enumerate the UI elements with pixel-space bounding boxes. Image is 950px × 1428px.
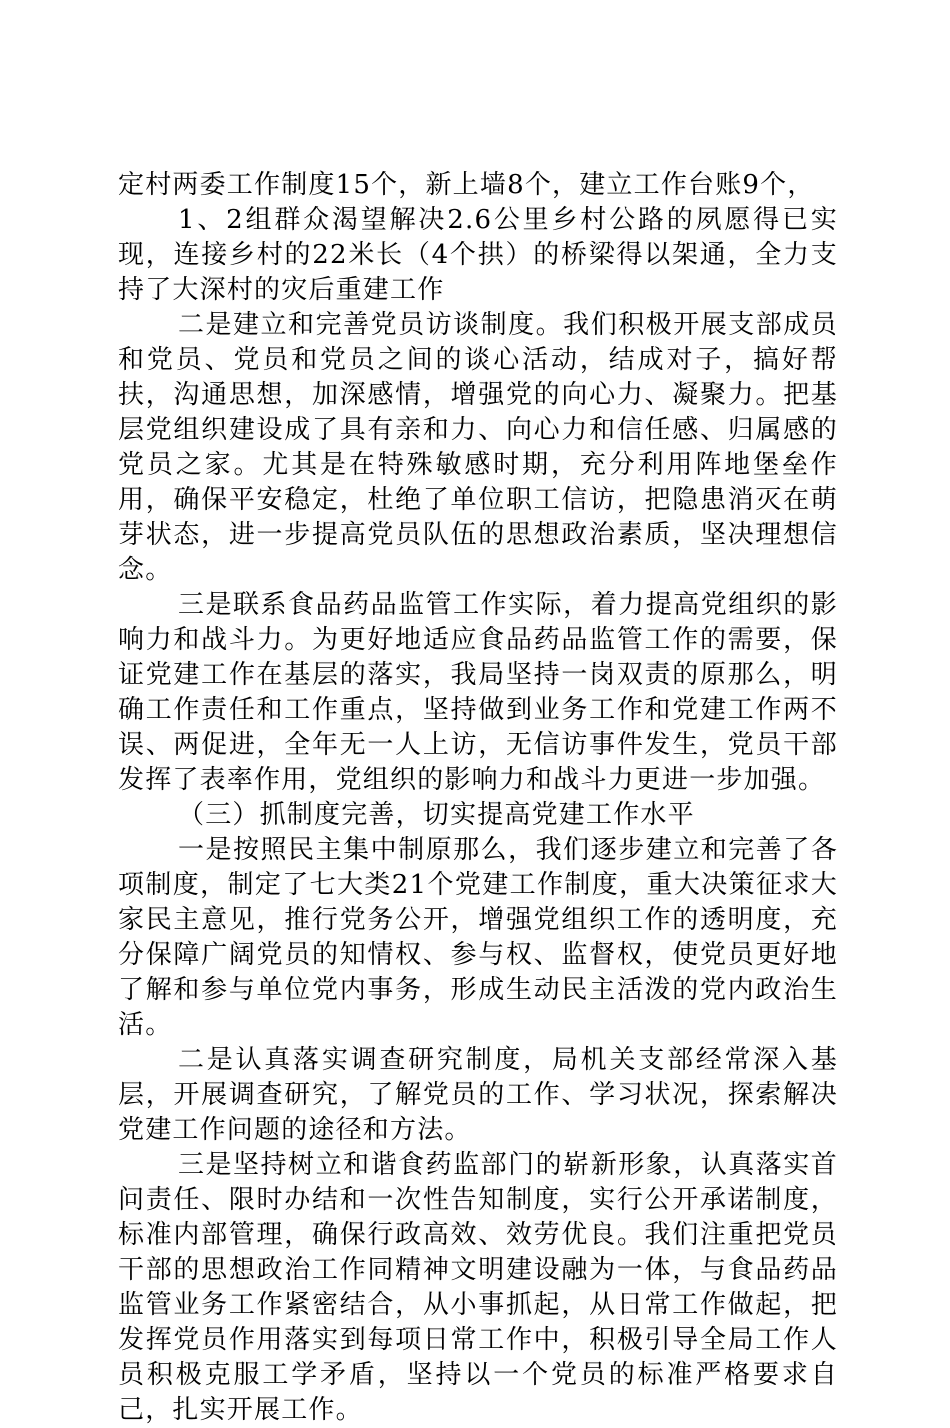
section-heading: （三）抓制度完善，切实提高党建工作水平 (178, 800, 695, 830)
paragraph-new-image: 三是坚持树立和谐食药监部门的崭新形象，认真落实首问责任、限时办结和一次性告知制度，实行公开承诺制度，标准内部管理，确保行政高效、效劳优良。我们注重把党员干部的思想政治工作同精神文明建设融为一体，与食品药品监管业务工作紧密结合，从小事抓起，从日常工作做起，把发挥党员作用落实到每项日常工作中，积极引导全局工作人员积极克服工学矛盾，坚持以一个党员的标准严格要求自己，扎实开展工作。 (118, 1150, 838, 1425)
paragraph-road-bridge: 1、2组群众渴望解决2.6公里乡村公路的夙愿得已实现，连接乡村的22米长（4个拱）的桥梁得以架通，全力支持了大深村的灾后重建工作 (118, 205, 838, 305)
paragraph-member-interview: 二是建立和完善党员访谈制度。我们积极开展支部成员和党员、党员和党员之间的谈心活动，结成对子，搞好帮扶，沟通思想，加深感情，增强党的向心力、凝聚力。把基层党组织建设成了具有亲和力、向心力和信任感、归属感的党员之家。尤其是在特殊敏感时期，充分利用阵地堡垒作用，确保平安稳定，杜绝了单位职工信访，把隐患消灭在萌芽状态，进一步提高党员队伍的思想政治素质，坚决理想信念。 (118, 310, 838, 585)
paragraph-research-system: 二是认真落实调查研究制度，局机关支部经常深入基层，开展调查研究，了解党员的工作、学习状况，探索解决党建工作问题的途径和方法。 (118, 1045, 838, 1145)
paragraph-food-drug-supervision: 三是联系食品药品监管工作实际，着力提高党组织的影响力和战斗力。为更好地适应食品药品监管工作的需要，保证党建工作在基层的落实，我局坚持一岗双责的原那么，明确工作责任和工作重点，坚持做到业务工作和党建工作两不误、两促进，全年无一人上访，无信访事件发生，党员干部发挥了表率作用，党组织的影响力和战斗力更进一步加强。 (118, 590, 838, 795)
paragraph-democratic-centralism: 一是按照民主集中制原那么，我们逐步建立和完善了各项制度，制定了七大类21个党建工作制度，重大决策征求大家民主意见，推行党务公开，增强党组织工作的透明度，充分保障广阔党员的知情权、参与权、监督权，使党员更好地了解和参与单位党内事务，形成生动民主活泼的党内政治生活。 (118, 835, 838, 1040)
document-page (118, 168, 838, 1428)
paragraph-continuation: 定村两委工作制度15个，新上墙8个，建立工作台账9个， (118, 170, 815, 200)
